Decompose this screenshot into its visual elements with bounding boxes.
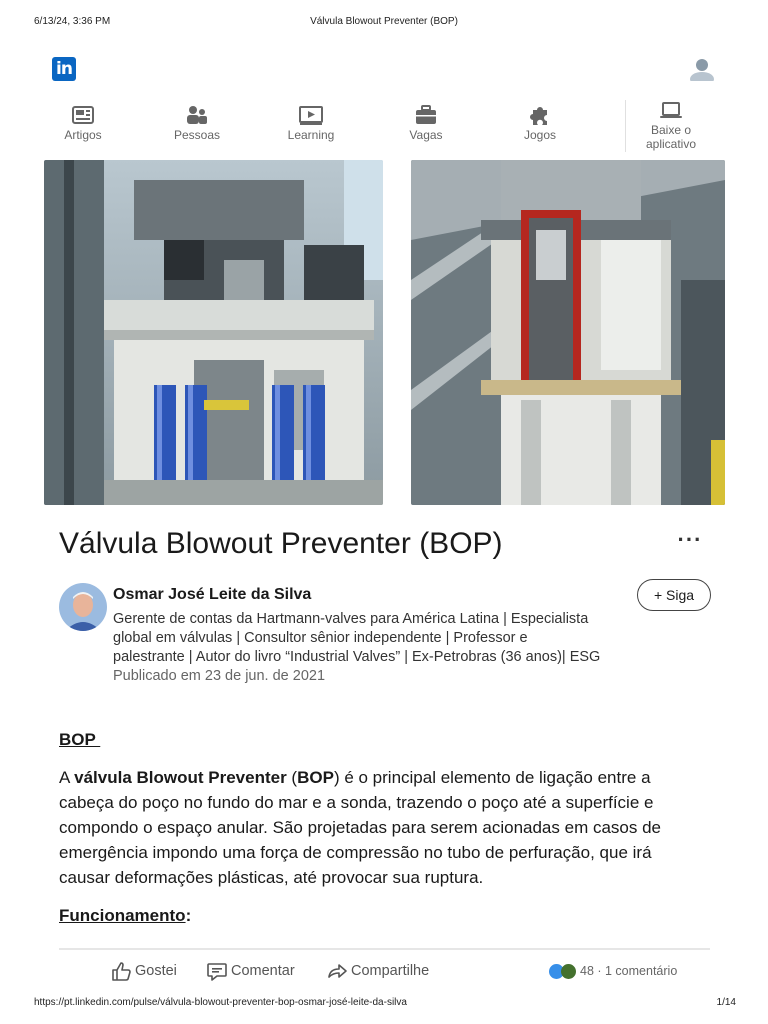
nav-label-jobs: Vagas [409, 128, 443, 142]
author-headline [113, 610, 628, 667]
comment-icon [206, 960, 228, 982]
laptop-icon [659, 101, 683, 121]
paragraph-line: causar deformações plásticas, até provocar sua ruptura. [59, 868, 484, 887]
nav-divider [625, 100, 626, 152]
print-document-title: Válvula Blowout Preventer (BOP) [310, 16, 458, 27]
games-puzzle-icon [528, 104, 552, 126]
print-page-counter: 1/14 [716, 997, 736, 1008]
author-name[interactable]: Osmar José Leite da Silva [113, 586, 312, 603]
share-button[interactable] [326, 959, 429, 983]
author-headline-line: palestrante | Autor do livro “Industrial Valves” | Ex-Petrobras (36 anos)| ESG [113, 649, 601, 665]
print-url: https://pt.linkedin.com/pulse/válvula-blowout-preventer-bop-osmar-josé-leite-da-silva [34, 997, 407, 1008]
more-options-button[interactable]: ··· [677, 527, 703, 552]
nav-label-articles: Artigos [64, 128, 102, 142]
reactions-count: 48 · 1 comentário [580, 964, 678, 978]
paragraph-line: cabeça do poço no fundo do mar e a sonda, trazendo o poço até a superfície e [59, 793, 654, 812]
articles-icon [71, 104, 95, 126]
action-bar-divider [59, 948, 710, 950]
cover-image-bop-right [411, 160, 725, 505]
like-label: Gostei [135, 963, 177, 979]
nav-item-jobs[interactable] [386, 104, 466, 142]
thumbs-up-icon [110, 960, 132, 982]
nav-label-learning: Learning [287, 128, 335, 142]
nav-item-download-app[interactable] [632, 101, 710, 151]
article-paragraph [59, 765, 669, 890]
author-headline-line: Gerente de contas da Hartmann-valves para América Latina | Especialista [113, 611, 589, 627]
like-button[interactable] [110, 959, 177, 983]
cover-image-bop-left [44, 160, 383, 505]
section-heading-bop: BOP [59, 730, 101, 749]
celebrate-reaction-icon [561, 964, 576, 979]
nav-label-games: Jogos [523, 128, 557, 142]
print-datetime: 6/13/24, 3:36 PM [34, 16, 111, 27]
author-headline-line: global em válvulas | Consultor sênior independente | Professor e [113, 630, 528, 646]
nav-item-articles[interactable] [43, 104, 123, 142]
article-title: Válvula Blowout Preventer (BOP) [59, 527, 503, 560]
paragraph-line: compondo o espaço anular. São projetadas para serem acionadas em casos de [59, 818, 661, 837]
paragraph-line: A válvula Blowout Preventer (BOP) é o principal elemento de ligação entre a [59, 768, 651, 787]
jobs-briefcase-icon [414, 104, 438, 126]
user-avatar-icon[interactable] [689, 57, 715, 81]
nav-item-learning[interactable] [271, 104, 351, 142]
nav-app-label-line2: aplicativo [645, 137, 697, 151]
published-date: Publicado em 23 de jun. de 2021 [113, 668, 326, 684]
people-icon [185, 104, 209, 126]
paragraph-line: emergência impondo uma força de compressão no tubo de perfuração, que irá [59, 843, 652, 862]
section-heading-funcionamento: Funcionamento: [59, 906, 192, 925]
nav-item-people[interactable] [157, 104, 237, 142]
share-label: Compartilhe [351, 963, 430, 979]
nav-item-games[interactable] [500, 104, 580, 142]
learning-icon [299, 104, 323, 126]
nav-app-label-line1: Baixe o [650, 123, 692, 137]
follow-button[interactable]: + Siga [637, 579, 711, 611]
nav-label-people: Pessoas [173, 128, 221, 142]
comment-label: Comentar [231, 963, 295, 979]
print-header [0, 16, 768, 30]
print-footer [0, 997, 768, 1011]
linkedin-logo[interactable]: in [52, 57, 76, 81]
author-avatar[interactable] [59, 583, 107, 631]
reactions-summary[interactable] [549, 963, 677, 979]
comment-button[interactable] [206, 959, 295, 983]
share-arrow-icon [326, 960, 348, 982]
